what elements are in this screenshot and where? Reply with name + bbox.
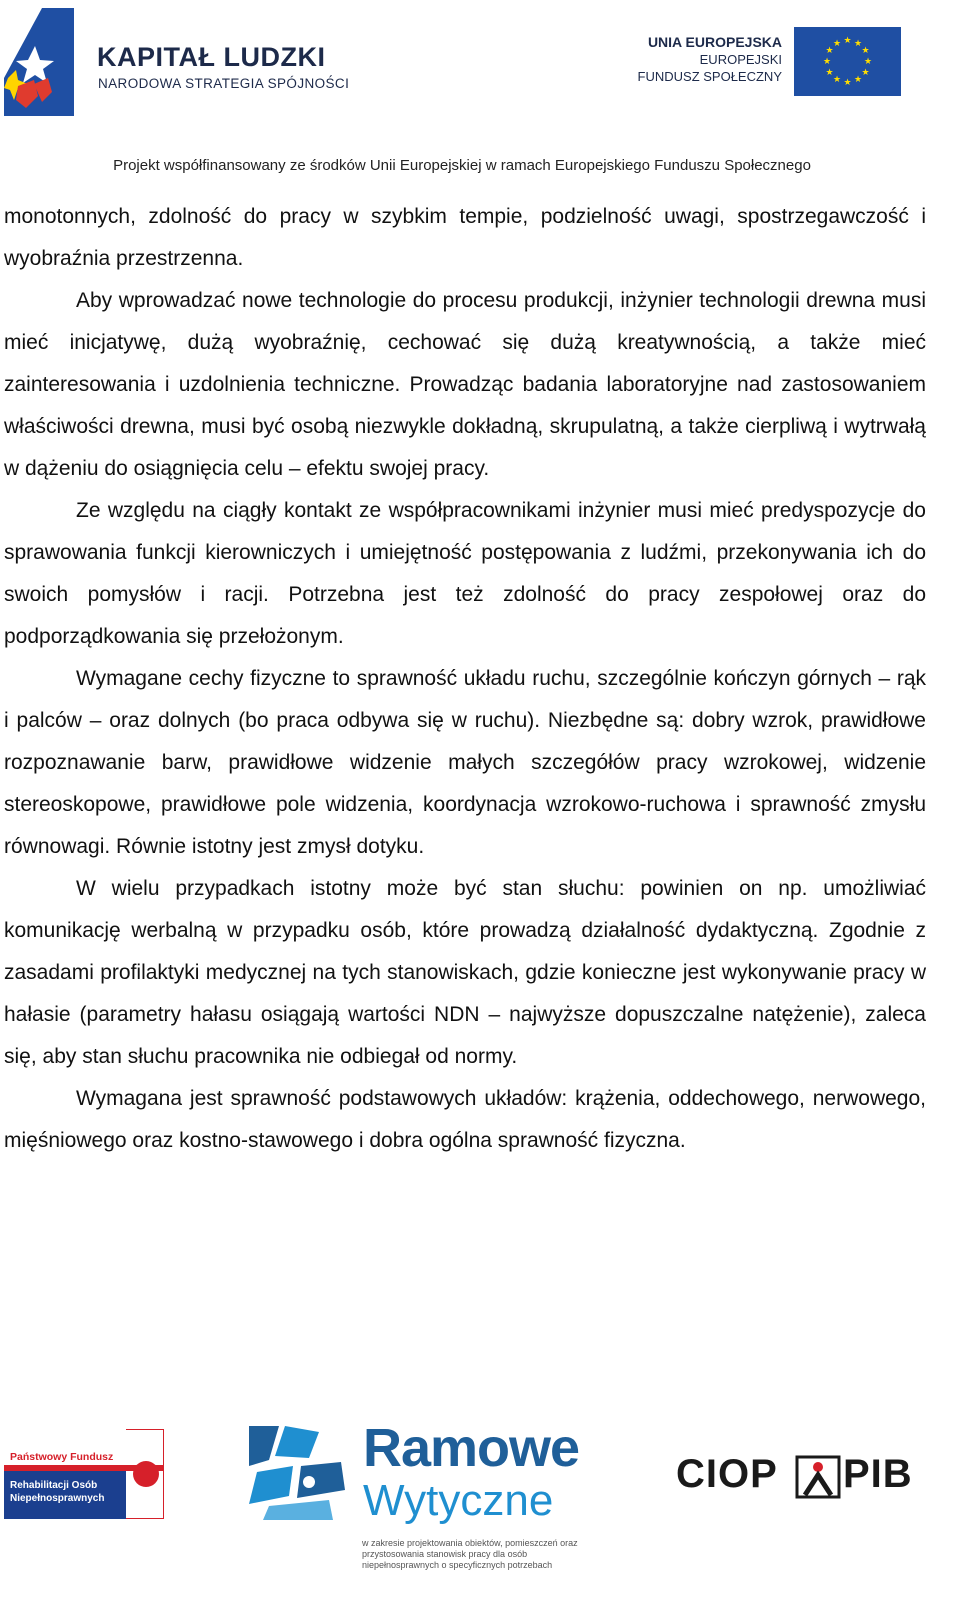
svg-text:★: ★ bbox=[843, 36, 852, 46]
paragraph-4: Wymagane cechy fizyczne to sprawność układu ruchu, szczególnie kończyn górnych – rąk i palców – oraz dolnych (bo praca odbywa się w ruchu). Niezbędne są: dobry wzrok, prawidłowe rozpoznawanie barw, prawidłowe widzenie małych szczegółów pracy wzrokowej, widzenie stereoskopowe, prawidłowe pole widzenia, koordynacja wzrokowo-ruchowa i sprawność zmysłu równowagi. Równie istotny jest zmysł dotyku. bbox=[4, 667, 926, 858]
paragraph-3: Ze względu na ciągły kontakt ze współpracownikami inżynier musi mieć predyspozycje do sprawowania funkcji kierowniczych i umiejętność postępowania z ludźmi, przekonywania ich do swoich pomysłów i racji. Potrzebna jest też zdolność do pracy zespołowej oraz do podporządkowania się przełożonym. bbox=[4, 499, 926, 648]
svg-text:★: ★ bbox=[832, 75, 842, 85]
svg-text:★: ★ bbox=[843, 78, 852, 88]
eu-flag-icon bbox=[794, 27, 901, 96]
ramowe-description: w zakresie projektowania obiektów, pomieszczeń oraz przystosowania stanowisk pracy dla osób niepełnosprawnych o specyficznych potrzebach bbox=[362, 1538, 578, 1570]
svg-text:★: ★ bbox=[832, 39, 842, 49]
pib-text: PIB bbox=[843, 1452, 913, 1496]
eu-label-line1: UNIA EUROPEJSKA bbox=[647, 34, 782, 50]
ramowe-wytyczne-emblem-icon bbox=[249, 1426, 345, 1520]
ramowe-subtitle: Wytyczne bbox=[363, 1476, 554, 1525]
paragraph-1: monotonnych, zdolność do pracy w szybkim tempie, podzielność uwagi, spostrzegawczość i wyobraźnia przestrzenna. bbox=[4, 205, 926, 270]
eu-label bbox=[620, 34, 782, 85]
svg-text:★: ★ bbox=[825, 68, 834, 78]
pfron-line3: Niepełnosprawnych bbox=[10, 1493, 105, 1504]
paragraph-6: Wymagana jest sprawność podstawowych układów: krążenia, oddechowego, nerwowego, mięśniowego oraz kostno-stawowego i dobra ogólna sprawność fizyczna. bbox=[4, 1087, 926, 1152]
document-body bbox=[4, 196, 926, 1162]
svg-text:★: ★ bbox=[853, 75, 863, 85]
svg-text:★: ★ bbox=[861, 46, 870, 56]
ciop-text: CIOP bbox=[676, 1452, 778, 1496]
ramowe-title: Ramowe bbox=[363, 1418, 580, 1478]
page-header bbox=[0, 0, 960, 180]
pfron-logo-icon bbox=[4, 1429, 164, 1519]
kapital-ludzki-subtitle: NARODOWA STRATEGIA SPÓJNOŚCI bbox=[98, 76, 350, 91]
eu-label-line2: EUROPEJSKI bbox=[699, 52, 782, 67]
pfron-line2: Rehabilitacji Osób bbox=[10, 1480, 98, 1491]
svg-text:★: ★ bbox=[863, 57, 873, 67]
eu-label-line3: FUNDUSZ SPOŁECZNY bbox=[637, 69, 782, 84]
project-cofinancing-note: Projekt współfinansowany ze środków Unii Europejskiej w ramach Europejskiego Funduszu Społecznego bbox=[113, 157, 811, 174]
svg-text:★: ★ bbox=[861, 68, 870, 78]
paragraph-2: Aby wprowadzać nowe technologie do procesu produkcji, inżynier technologii drewna musi mieć inicjatywę, dużą wyobraźnię, cechować się dużą kreatywnością, a także mieć zainteresowania i uzdolnienia techniczne. Prowadząc badania laboratoryjne nad zastosowaniem właściwości drewna, musi być osobą niezwykle dokładną, skrupulatną, a także cierpliwą i wytrwałą w dążeniu do osiągnięcia celu – efektu swojej pracy. bbox=[4, 289, 926, 480]
svg-text:★: ★ bbox=[825, 46, 834, 56]
pfron-line1: Państwowy Fundusz bbox=[10, 1451, 114, 1463]
kapital-ludzki-logo-icon bbox=[4, 8, 74, 116]
paragraph-5: W wielu przypadkach istotny może być stan słuchu: powinien on np. umożliwiać komunikację werbalną w przypadku osób, które prowadzą działalność dydaktyczną. Zgodnie z zasadami profilaktyki medycznej na tych stanowiskach, gdzie konieczne jest wykonywanie pracy w hałasie (parametry hałasu osiągają wartości NDN – najwyższe dopuszczalne natężenie), zaleca się, aby stan słuchu pracownika nie odbiegał od normy. bbox=[4, 877, 926, 1068]
svg-text:★: ★ bbox=[822, 57, 832, 67]
kapital-ludzki-title: KAPITAŁ LUDZKI bbox=[97, 42, 326, 72]
svg-text:★: ★ bbox=[853, 39, 863, 49]
ciop-person-icon bbox=[795, 1455, 841, 1499]
